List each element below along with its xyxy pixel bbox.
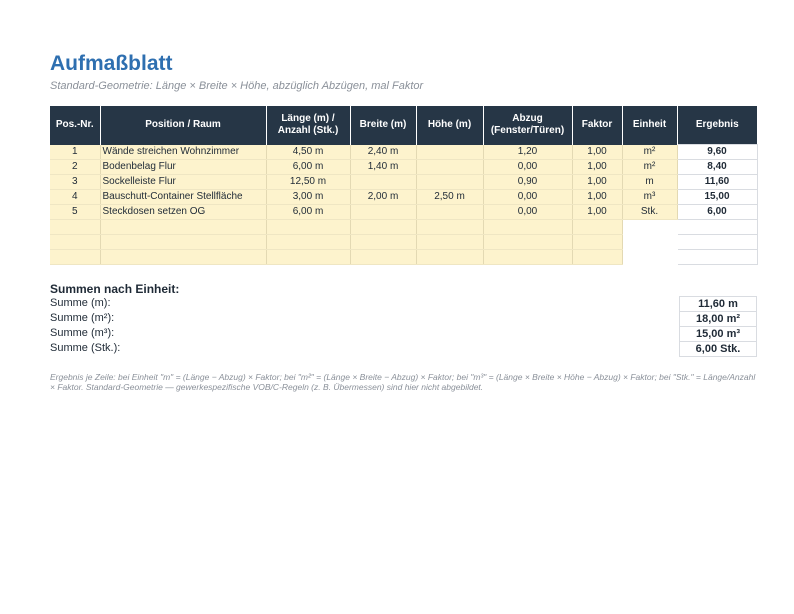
name-cell[interactable]: Steckdosen setzen OG bbox=[100, 205, 266, 220]
name-cell[interactable] bbox=[100, 250, 266, 265]
ergebnis-cell[interactable]: 11,60 bbox=[677, 175, 757, 190]
breite-cell[interactable] bbox=[350, 235, 416, 250]
sum-label-m: Summe (m): bbox=[50, 297, 111, 309]
faktor-cell[interactable]: 1,00 bbox=[572, 160, 622, 175]
ergebnis-cell[interactable]: 15,00 bbox=[677, 190, 757, 205]
einheit-cell[interactable]: m² bbox=[622, 160, 677, 175]
table-row bbox=[50, 145, 757, 160]
laenge-cell[interactable]: 12,50 m bbox=[266, 175, 350, 190]
sum-label-stk: Summe (Stk.): bbox=[50, 342, 121, 354]
einheit-cell[interactable]: m bbox=[622, 175, 677, 190]
hoehe-cell[interactable] bbox=[416, 160, 483, 175]
abzug-cell[interactable] bbox=[483, 220, 572, 235]
abzug-cell[interactable]: 1,20 bbox=[483, 145, 572, 160]
hoehe-cell[interactable] bbox=[416, 175, 483, 190]
page-subtitle: Standard-Geometrie: Länge × Breite × Höhe, abzüglich Abzügen, mal Faktor bbox=[50, 80, 424, 92]
ergebnis-cell[interactable]: 9,60 bbox=[677, 145, 757, 160]
sum-label-m3: Summe (m³): bbox=[50, 327, 115, 339]
breite-cell[interactable]: 1,40 m bbox=[350, 160, 416, 175]
header-ergebnis[interactable]: Ergebnis bbox=[677, 106, 757, 145]
einheit-cell[interactable]: Stk. bbox=[622, 205, 677, 220]
pos-cell[interactable] bbox=[50, 235, 100, 250]
sum-row-m bbox=[50, 296, 757, 311]
header-hoehe[interactable]: Höhe (m) bbox=[416, 106, 483, 145]
pos-cell[interactable]: 1 bbox=[50, 145, 100, 160]
name-cell[interactable] bbox=[100, 235, 266, 250]
measurement-sheet bbox=[50, 52, 757, 392]
breite-cell[interactable]: 2,40 m bbox=[350, 145, 416, 160]
table-row bbox=[50, 220, 757, 235]
name-cell[interactable]: Bodenbelag Flur bbox=[100, 160, 266, 175]
sums-title: Summen nach Einheit: bbox=[50, 282, 180, 296]
sum-value-stk[interactable]: 6,00 Stk. bbox=[679, 341, 757, 357]
faktor-cell[interactable] bbox=[572, 250, 622, 265]
breite-cell[interactable] bbox=[350, 175, 416, 190]
breite-cell[interactable] bbox=[350, 220, 416, 235]
name-cell[interactable]: Bauschutt-Container Stellfläche bbox=[100, 190, 266, 205]
header-pos[interactable]: Pos.-Nr. bbox=[50, 106, 100, 145]
laenge-cell[interactable] bbox=[266, 235, 350, 250]
laenge-cell[interactable]: 6,00 m bbox=[266, 160, 350, 175]
table-row bbox=[50, 205, 757, 220]
abzug-cell[interactable] bbox=[483, 250, 572, 265]
laenge-cell[interactable] bbox=[266, 220, 350, 235]
pos-cell[interactable]: 2 bbox=[50, 160, 100, 175]
header-abzug[interactable]: Abzug (Fenster/Türen) bbox=[483, 106, 572, 145]
pos-cell[interactable]: 4 bbox=[50, 190, 100, 205]
ergebnis-cell[interactable] bbox=[677, 235, 757, 250]
table-row bbox=[50, 235, 757, 250]
header-einheit[interactable]: Einheit bbox=[622, 106, 677, 145]
laenge-cell[interactable] bbox=[266, 250, 350, 265]
sum-value-m3[interactable]: 15,00 m³ bbox=[679, 326, 757, 342]
pos-cell[interactable] bbox=[50, 220, 100, 235]
header-position[interactable]: Position / Raum bbox=[100, 106, 266, 145]
header-faktor[interactable]: Faktor bbox=[572, 106, 622, 145]
ergebnis-cell[interactable]: 6,00 bbox=[677, 205, 757, 220]
hoehe-cell[interactable] bbox=[416, 205, 483, 220]
einheit-cell[interactable] bbox=[622, 250, 677, 265]
table-row bbox=[50, 190, 757, 205]
einheit-cell[interactable] bbox=[622, 220, 677, 235]
breite-cell[interactable] bbox=[350, 205, 416, 220]
abzug-cell[interactable] bbox=[483, 235, 572, 250]
header-laenge[interactable]: Länge (m) / Anzahl (Stk.) bbox=[266, 106, 350, 145]
sum-row-stk bbox=[50, 341, 757, 356]
laenge-cell[interactable]: 3,00 m bbox=[266, 190, 350, 205]
name-cell[interactable]: Sockelleiste Flur bbox=[100, 175, 266, 190]
abzug-cell[interactable]: 0,00 bbox=[483, 160, 572, 175]
abzug-cell[interactable]: 0,00 bbox=[483, 205, 572, 220]
einheit-cell[interactable]: m² bbox=[622, 145, 677, 160]
formula-note: Ergebnis je Zeile: bei Einheit "m" = (Länge − Abzug) × Faktor; bei "m²" = (Länge × Breite − Abzug) × Faktor; bei "m³" = (Länge × Breite × Höhe − Abzug) × Faktor; bei "Stk." = Länge/Anzahl × Faktor. Standard-Geometrie — gewerkespezifische VOB/C-Regeln (z. B. Übermessen) sind hier nicht abgebildet. bbox=[50, 372, 756, 392]
ergebnis-cell[interactable] bbox=[677, 250, 757, 265]
page-title: Aufmaßblatt bbox=[50, 52, 173, 75]
sum-value-m2[interactable]: 18,00 m² bbox=[679, 311, 757, 327]
table-header-row bbox=[50, 106, 757, 145]
sum-value-m[interactable]: 11,60 m bbox=[679, 296, 757, 312]
hoehe-cell[interactable] bbox=[416, 250, 483, 265]
pos-cell[interactable] bbox=[50, 250, 100, 265]
laenge-cell[interactable]: 6,00 m bbox=[266, 205, 350, 220]
breite-cell[interactable]: 2,00 m bbox=[350, 190, 416, 205]
header-breite[interactable]: Breite (m) bbox=[350, 106, 416, 145]
faktor-cell[interactable]: 1,00 bbox=[572, 205, 622, 220]
pos-cell[interactable]: 3 bbox=[50, 175, 100, 190]
einheit-cell[interactable]: m³ bbox=[622, 190, 677, 205]
table-row bbox=[50, 160, 757, 175]
einheit-cell[interactable] bbox=[622, 235, 677, 250]
sum-label-m2: Summe (m²): bbox=[50, 312, 115, 324]
ergebnis-cell[interactable] bbox=[677, 220, 757, 235]
name-cell[interactable] bbox=[100, 220, 266, 235]
pos-cell[interactable]: 5 bbox=[50, 205, 100, 220]
faktor-cell[interactable] bbox=[572, 235, 622, 250]
hoehe-cell[interactable] bbox=[416, 220, 483, 235]
breite-cell[interactable] bbox=[350, 250, 416, 265]
hoehe-cell[interactable] bbox=[416, 145, 483, 160]
faktor-cell[interactable]: 1,00 bbox=[572, 190, 622, 205]
sum-row-m2 bbox=[50, 311, 757, 326]
faktor-cell[interactable]: 1,00 bbox=[572, 145, 622, 160]
sum-row-m3 bbox=[50, 326, 757, 341]
measurement-table bbox=[50, 106, 758, 265]
laenge-cell[interactable]: 4,50 m bbox=[266, 145, 350, 160]
name-cell[interactable]: Wände streichen Wohnzimmer bbox=[100, 145, 266, 160]
table-row bbox=[50, 175, 757, 190]
hoehe-cell[interactable] bbox=[416, 235, 483, 250]
ergebnis-cell[interactable]: 8,40 bbox=[677, 160, 757, 175]
hoehe-cell[interactable]: 2,50 m bbox=[416, 190, 483, 205]
abzug-cell[interactable]: 0,00 bbox=[483, 190, 572, 205]
unit-sums bbox=[50, 282, 757, 356]
faktor-cell[interactable]: 1,00 bbox=[572, 175, 622, 190]
abzug-cell[interactable]: 0,90 bbox=[483, 175, 572, 190]
table-row bbox=[50, 250, 757, 265]
faktor-cell[interactable] bbox=[572, 220, 622, 235]
